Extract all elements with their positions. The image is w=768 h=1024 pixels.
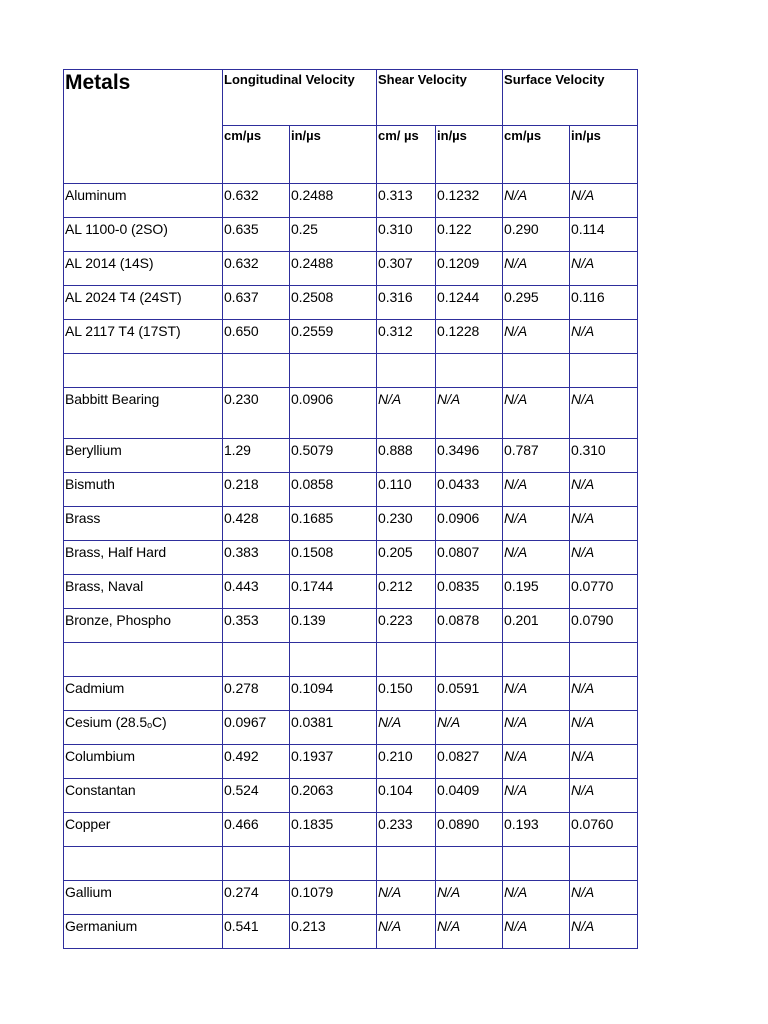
- value-cell: 0.492: [223, 745, 290, 779]
- table-row: [64, 915, 638, 949]
- value-cell: N/A: [503, 184, 570, 218]
- metal-name-cell: AL 2024 T4 (24ST): [64, 286, 223, 320]
- spacer-row: [64, 847, 638, 881]
- value-cell: 0.0807: [436, 541, 503, 575]
- value-cell: 0.1094: [290, 677, 377, 711]
- metal-name-cell: AL 2014 (14S): [64, 252, 223, 286]
- table-row: [64, 813, 638, 847]
- value-cell: 0.218: [223, 473, 290, 507]
- value-cell: N/A: [570, 711, 638, 745]
- value-cell: [377, 354, 436, 388]
- spacer-row: [64, 643, 638, 677]
- value-cell: 0.2559: [290, 320, 377, 354]
- table-row: [64, 218, 638, 252]
- metal-name-cell: AL 2117 T4 (17ST): [64, 320, 223, 354]
- value-cell: N/A: [570, 779, 638, 813]
- value-cell: 0.428: [223, 507, 290, 541]
- value-cell: N/A: [570, 541, 638, 575]
- value-cell: [503, 354, 570, 388]
- value-cell: N/A: [570, 915, 638, 949]
- value-cell: 0.650: [223, 320, 290, 354]
- value-cell: [503, 847, 570, 881]
- value-cell: [377, 643, 436, 677]
- table-row: [64, 609, 638, 643]
- table-row: [64, 881, 638, 915]
- table-row: [64, 779, 638, 813]
- value-cell: 0.313: [377, 184, 436, 218]
- value-cell: 0.524: [223, 779, 290, 813]
- metal-name-cell: [64, 354, 223, 388]
- value-cell: N/A: [436, 881, 503, 915]
- header-row-groups: [64, 70, 638, 126]
- table-row: [64, 473, 638, 507]
- metal-name-cell: Babbitt Bearing: [64, 388, 223, 439]
- value-cell: 0.205: [377, 541, 436, 575]
- value-cell: 0.122: [436, 218, 503, 252]
- value-cell: 0.632: [223, 252, 290, 286]
- value-cell: 0.0835: [436, 575, 503, 609]
- value-cell: N/A: [570, 473, 638, 507]
- value-cell: 0.201: [503, 609, 570, 643]
- value-cell: N/A: [503, 677, 570, 711]
- value-cell: N/A: [436, 915, 503, 949]
- value-cell: 0.312: [377, 320, 436, 354]
- velocity-table-sheet: [63, 69, 637, 949]
- value-cell: 0.0890: [436, 813, 503, 847]
- table-row: [64, 184, 638, 218]
- unit-header: in/µs: [436, 126, 503, 184]
- value-cell: 0.443: [223, 575, 290, 609]
- table-row: [64, 439, 638, 473]
- value-cell: N/A: [503, 507, 570, 541]
- metals-velocity-table: [63, 69, 638, 949]
- value-cell: 0.632: [223, 184, 290, 218]
- value-cell: 0.3496: [436, 439, 503, 473]
- spacer-row: [64, 354, 638, 388]
- unit-header: in/µs: [290, 126, 377, 184]
- table-row: [64, 677, 638, 711]
- value-cell: [377, 847, 436, 881]
- value-cell: 0.193: [503, 813, 570, 847]
- value-cell: [570, 643, 638, 677]
- table-row: [64, 507, 638, 541]
- value-cell: 0.230: [377, 507, 436, 541]
- value-cell: N/A: [570, 881, 638, 915]
- value-cell: 0.1508: [290, 541, 377, 575]
- value-cell: [436, 847, 503, 881]
- value-cell: 0.316: [377, 286, 436, 320]
- value-cell: N/A: [570, 388, 638, 439]
- value-cell: N/A: [503, 541, 570, 575]
- metal-name-cell: Brass: [64, 507, 223, 541]
- value-cell: 0.1232: [436, 184, 503, 218]
- value-cell: N/A: [377, 915, 436, 949]
- value-cell: 0.307: [377, 252, 436, 286]
- value-cell: 0.0967: [223, 711, 290, 745]
- value-cell: [436, 643, 503, 677]
- value-cell: [503, 643, 570, 677]
- value-cell: 0.212: [377, 575, 436, 609]
- value-cell: 0.353: [223, 609, 290, 643]
- value-cell: [223, 643, 290, 677]
- value-cell: N/A: [570, 745, 638, 779]
- value-cell: N/A: [436, 388, 503, 439]
- table-row: [64, 745, 638, 779]
- value-cell: N/A: [436, 711, 503, 745]
- value-cell: 0.787: [503, 439, 570, 473]
- table-row: [64, 575, 638, 609]
- metal-name-cell: Bismuth: [64, 473, 223, 507]
- metal-name-cell: AL 1100-0 (2SO): [64, 218, 223, 252]
- value-cell: N/A: [377, 881, 436, 915]
- unit-header: in/µs: [570, 126, 638, 184]
- value-cell: N/A: [503, 320, 570, 354]
- value-cell: 0.1937: [290, 745, 377, 779]
- value-cell: 0.150: [377, 677, 436, 711]
- metal-name-cell: Bronze, Phospho: [64, 609, 223, 643]
- value-cell: 0.0381: [290, 711, 377, 745]
- group-header-surface: Surface Velocity: [503, 70, 638, 126]
- value-cell: 0.2508: [290, 286, 377, 320]
- value-cell: 0.2488: [290, 184, 377, 218]
- value-cell: 0.0878: [436, 609, 503, 643]
- value-cell: 0.2063: [290, 779, 377, 813]
- metal-name-cell: Brass, Half Hard: [64, 541, 223, 575]
- value-cell: 0.310: [377, 218, 436, 252]
- metal-name-cell: Cesium $(28.5_oC)$: [64, 711, 223, 745]
- value-cell: 0.139: [290, 609, 377, 643]
- value-cell: 0.114: [570, 218, 638, 252]
- table-row: [64, 252, 638, 286]
- metal-name-cell: Cadmium: [64, 677, 223, 711]
- value-cell: 0.2488: [290, 252, 377, 286]
- metal-name-cell: Constantan: [64, 779, 223, 813]
- value-cell: 0.637: [223, 286, 290, 320]
- group-header-longitudinal: Longitudinal Velocity: [223, 70, 377, 126]
- metal-name-cell: Germanium: [64, 915, 223, 949]
- table-row: [64, 711, 638, 745]
- value-cell: N/A: [377, 711, 436, 745]
- value-cell: [290, 643, 377, 677]
- value-cell: N/A: [503, 388, 570, 439]
- unit-header: cm/µs: [503, 126, 570, 184]
- value-cell: 0.0760: [570, 813, 638, 847]
- table-body: [64, 184, 638, 949]
- value-cell: N/A: [570, 184, 638, 218]
- value-cell: [290, 354, 377, 388]
- value-cell: 0.230: [223, 388, 290, 439]
- metal-name-cell: Brass, Naval: [64, 575, 223, 609]
- value-cell: 0.223: [377, 609, 436, 643]
- table-row: [64, 286, 638, 320]
- metal-name-cell: Aluminum: [64, 184, 223, 218]
- metal-name-cell: Gallium: [64, 881, 223, 915]
- value-cell: N/A: [377, 388, 436, 439]
- table-row: [64, 388, 638, 439]
- value-cell: N/A: [570, 320, 638, 354]
- value-cell: 0.0770: [570, 575, 638, 609]
- value-cell: N/A: [503, 881, 570, 915]
- metal-name-cell: [64, 847, 223, 881]
- value-cell: 0.110: [377, 473, 436, 507]
- group-header-shear: Shear Velocity: [377, 70, 503, 126]
- value-cell: N/A: [503, 711, 570, 745]
- value-cell: 0.1685: [290, 507, 377, 541]
- value-cell: 0.888: [377, 439, 436, 473]
- table-row: [64, 320, 638, 354]
- value-cell: 0.210: [377, 745, 436, 779]
- value-cell: N/A: [570, 252, 638, 286]
- metal-name-cell: Copper: [64, 813, 223, 847]
- value-cell: [223, 847, 290, 881]
- value-cell: 0.116: [570, 286, 638, 320]
- table-row: [64, 541, 638, 575]
- value-cell: 0.195: [503, 575, 570, 609]
- unit-header: cm/ µs: [377, 126, 436, 184]
- value-cell: 0.0906: [436, 507, 503, 541]
- value-cell: [223, 354, 290, 388]
- value-cell: 0.0433: [436, 473, 503, 507]
- value-cell: 0.1209: [436, 252, 503, 286]
- value-cell: 0.1835: [290, 813, 377, 847]
- value-cell: 0.25: [290, 218, 377, 252]
- value-cell: N/A: [570, 507, 638, 541]
- value-cell: 0.290: [503, 218, 570, 252]
- value-cell: 0.274: [223, 881, 290, 915]
- value-cell: 0.541: [223, 915, 290, 949]
- value-cell: 0.1744: [290, 575, 377, 609]
- value-cell: [290, 847, 377, 881]
- value-cell: N/A: [570, 677, 638, 711]
- value-cell: 0.0827: [436, 745, 503, 779]
- value-cell: N/A: [503, 745, 570, 779]
- value-cell: 0.635: [223, 218, 290, 252]
- value-cell: 0.0906: [290, 388, 377, 439]
- value-cell: N/A: [503, 252, 570, 286]
- table-title: Metals: [64, 70, 223, 184]
- value-cell: 0.0591: [436, 677, 503, 711]
- value-cell: 0.1244: [436, 286, 503, 320]
- value-cell: 0.233: [377, 813, 436, 847]
- value-cell: 0.310: [570, 439, 638, 473]
- value-cell: N/A: [503, 915, 570, 949]
- value-cell: 0.1228: [436, 320, 503, 354]
- value-cell: N/A: [503, 779, 570, 813]
- metal-name-cell: [64, 643, 223, 677]
- value-cell: 0.213: [290, 915, 377, 949]
- value-cell: 0.0790: [570, 609, 638, 643]
- value-cell: 0.104: [377, 779, 436, 813]
- unit-header: cm/µs: [223, 126, 290, 184]
- metal-name-cell: Beryllium: [64, 439, 223, 473]
- value-cell: 0.466: [223, 813, 290, 847]
- value-cell: 0.0409: [436, 779, 503, 813]
- value-cell: [570, 354, 638, 388]
- value-cell: 0.0858: [290, 473, 377, 507]
- value-cell: 0.1079: [290, 881, 377, 915]
- value-cell: [570, 847, 638, 881]
- value-cell: [436, 354, 503, 388]
- value-cell: 0.383: [223, 541, 290, 575]
- metal-name-cell: Columbium: [64, 745, 223, 779]
- value-cell: 0.295: [503, 286, 570, 320]
- value-cell: 1.29: [223, 439, 290, 473]
- value-cell: 0.278: [223, 677, 290, 711]
- value-cell: 0.5079: [290, 439, 377, 473]
- value-cell: N/A: [503, 473, 570, 507]
